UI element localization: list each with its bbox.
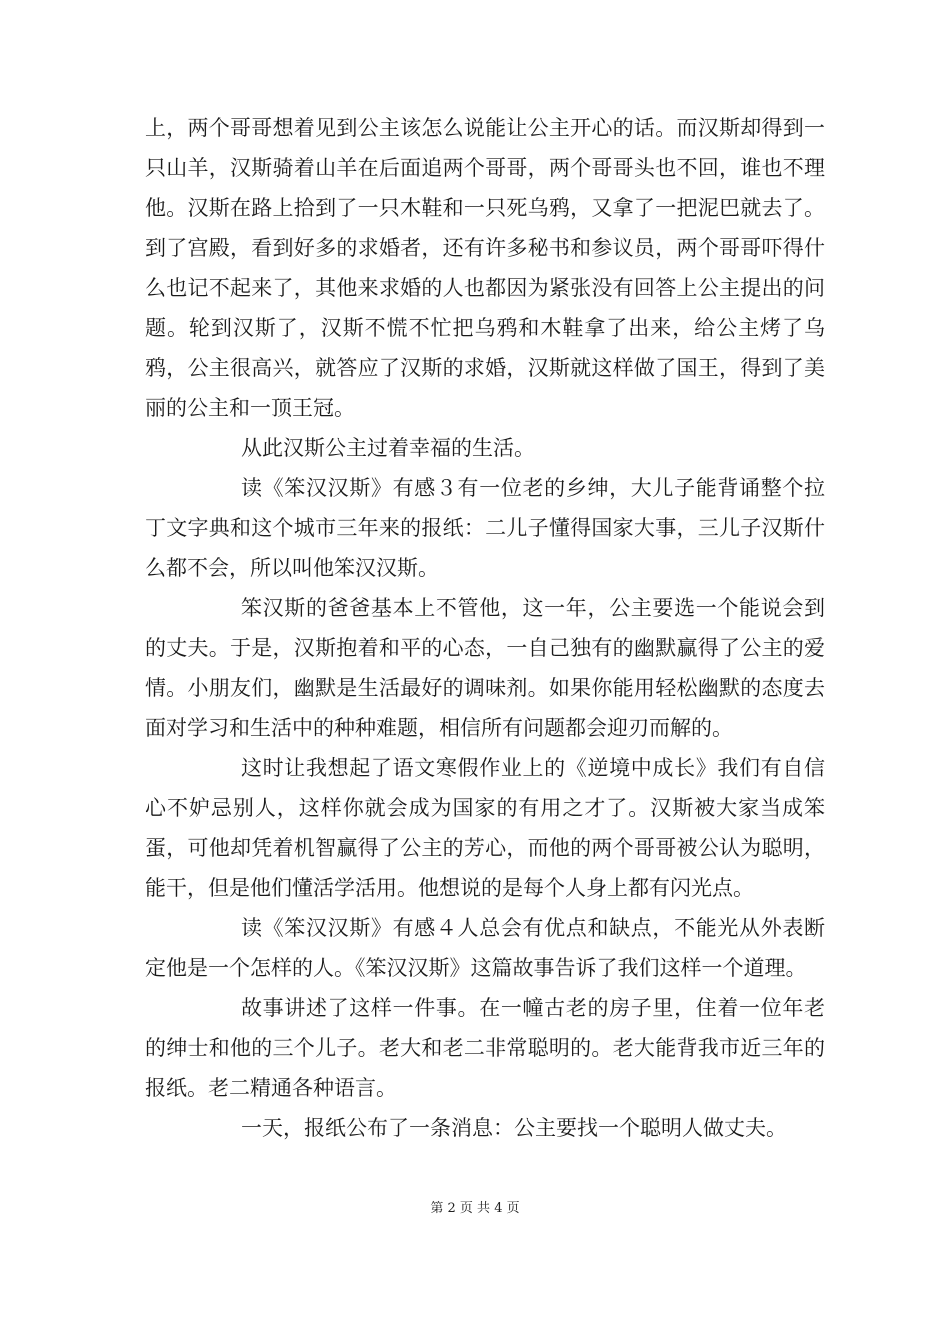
paragraph-2: 从此汉斯公主过着幸福的生活。	[241, 436, 535, 460]
footer-suffix: 页	[506, 1201, 520, 1216]
document-body	[145, 108, 825, 1148]
paragraph-3: 读《笨汉汉斯》有感３有一位老的乡绅，大儿子能背诵整个拉丁文字典和这个城市三年来的报纸：二儿子懂得国家大事，三儿子汉斯什么都不会，所以叫他笨汉汉斯。	[145, 476, 825, 580]
footer-total-pages: 4	[494, 1201, 503, 1216]
paragraph-8: 一天，报纸公布了一条消息：公主要找一个聪明人做丈夫。	[241, 1116, 787, 1140]
page-footer	[0, 1200, 950, 1218]
footer-middle: 页 共	[459, 1201, 491, 1216]
paragraph-5: 这时让我想起了语文寒假作业上的《逆境中成长》我们有自信心不妒忌别人，这样你就会成为国家的有用之才了。汉斯被大家当成笨蛋，可他却凭着机智赢得了公主的芳心，而他的两个哥哥被公认为聪明，能干，但是他们懂活学活用。他想说的是每个人身上都有闪光点。	[145, 756, 825, 900]
paragraph-1: 上，两个哥哥想着见到公主该怎么说能让公主开心的话。而汉斯却得到一只山羊，汉斯骑着山羊在后面追两个哥哥，两个哥哥头也不回，谁也不理他。汉斯在路上拾到了一只木鞋和一只死乌鸦，又拿了一把泥巴就去了。到了宫殿，看到好多的求婚者，还有许多秘书和参议员，两个哥哥吓得什么也记不起来了，其他来求婚的人也都因为紧张没有回答上公主提出的问题。轮到汉斯了，汉斯不慌不忙把乌鸦和木鞋拿了出来，给公主烤了乌鸦，公主很高兴，就答应了汉斯的求婚，汉斯就这样做了国王，得到了美丽的公主和一顶王冠。	[145, 116, 825, 420]
paragraph-4: 笨汉斯的爸爸基本上不管他，这一年，公主要选一个能说会到的丈夫。于是，汉斯抱着和平的心态，一自己独有的幽默赢得了公主的爱情。小朋友们，幽默是生活最好的调味剂。如果你能用轻松幽默的态度去面对学习和生活中的种种难题，相信所有问题都会迎刃而解的。	[145, 596, 825, 740]
paragraph-7: 故事讲述了这样一件事。在一幢古老的房子里，住着一位年老的绅士和他的三个儿子。老大和老二非常聪明的。老大能背我市近三年的报纸。老二精通各种语言。	[145, 996, 825, 1100]
paragraph-6: 读《笨汉汉斯》有感４人总会有优点和缺点，不能光从外表断定他是一个怎样的人。《笨汉汉斯》这篇故事告诉了我们这样一个道理。	[145, 916, 825, 980]
footer-prefix: 第	[430, 1201, 444, 1216]
footer-current-page: 2	[447, 1201, 456, 1216]
